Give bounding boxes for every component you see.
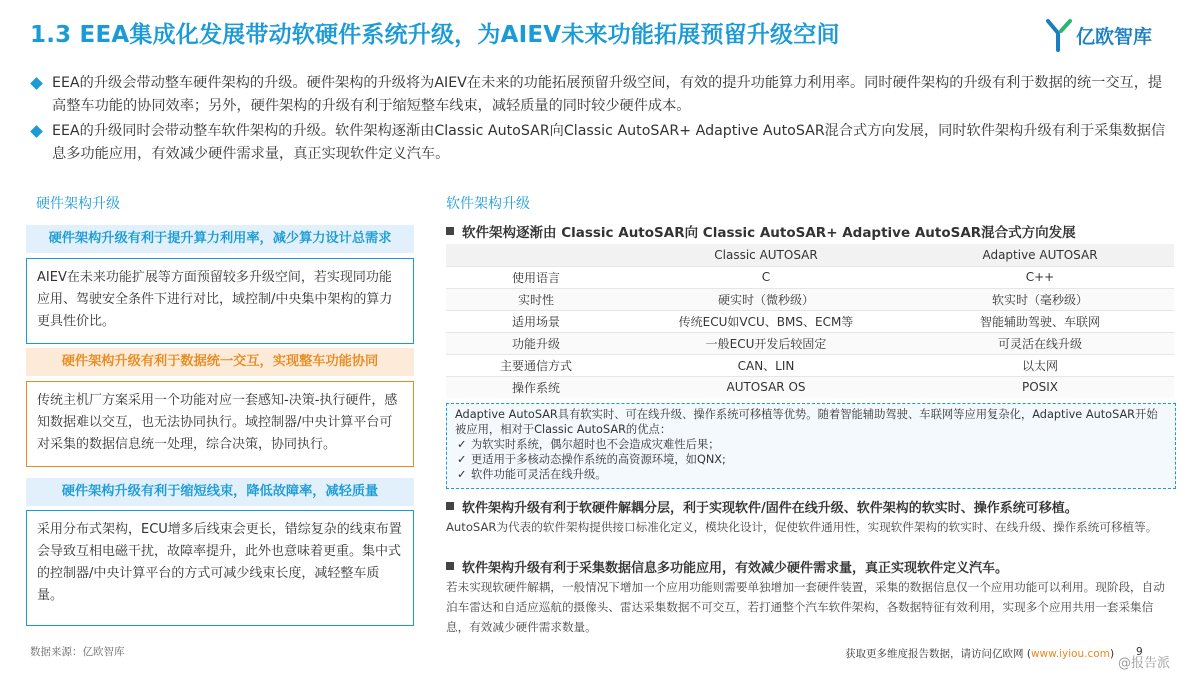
summary-bullet-text: EEA的升级会带动整车硬件架构的升级。硬件架构的升级将为AIEV在未来的功能拓展预留升级空间，有效的提升功能算力利用率。同时硬件架构的升级有利于数据的统一交互，提高整车功能的协同效率；另外，硬件架构的升级有利于缩短整车线束，减轻质量的同时较少硬件成本。	[52, 75, 1163, 114]
table-cell: 可灵活在线升级	[906, 332, 1174, 354]
table-cell: C++	[906, 266, 1174, 288]
hardware-body-harness: 采用分布式架构，ECU增多后线束会更长，错综复杂的线束布置会导致互相电磁干扰，故障率提升，此外也意味着更重。集中式的控制器/中央计算平台的方式可减少线束长度，减轻整车质量。	[26, 510, 414, 626]
table-header-cell	[446, 244, 626, 266]
table-cell: 操作系统	[446, 376, 626, 398]
checkmark-icon: ✓	[457, 438, 467, 451]
hardware-section-label: 硬件架构升级	[36, 196, 120, 212]
table-row	[446, 354, 1174, 376]
table-row	[446, 288, 1174, 310]
checkmark-icon: ✓	[457, 453, 467, 466]
table-cell: 使用语言	[446, 266, 626, 288]
adaptive-note-item: 更适用于多核动态操作系统的高资源环境，如QNX;	[471, 453, 726, 466]
table-cell: 主要通信方式	[446, 354, 626, 376]
software-point-heading-text: 软件架构升级有利于采集数据信息多功能应用，有效减少硬件需求量，真正实现软件定义汽车。	[462, 561, 1009, 576]
list-item	[455, 437, 1167, 452]
table-cell: 以太网	[906, 354, 1174, 376]
autosar-comparison-table	[446, 244, 1174, 398]
software-point-body-data-reuse: 若未实现软硬件解耦，一般情况下增加一个应用功能则需要单独增加一套硬件装置，采集的数据信息仅一个应用功能可以利用。现阶段，自动泊车雷达和自适应巡航的摄像头、雷达采集数据不可交互，若打通整个汽车软件架构，各数据特征有效利用，实现多个应用共用一套采集信息，有效减少硬件需求数量。	[446, 580, 1165, 634]
table-cell: 适用场景	[446, 310, 626, 332]
table-cell: 硬实时（微秒级）	[626, 288, 906, 310]
summary-bullet-text: EEA的升级同时会带动整车软件架构的升级。软件架构逐渐由Classic AutoSAR向Classic AutoSAR+ Adaptive AutoSAR混合式方向发展，同时软件架构升级有利于采集数据信息多功能应用，有效减少硬件需求量，真正实现软件定义汽车。	[52, 123, 1166, 162]
footer-link[interactable]: www.iyiou.com	[1030, 648, 1110, 660]
summary-bullet	[30, 72, 1175, 118]
hardware-heading-data: 硬件架构升级有利于数据统一交互，实现整车功能协同	[26, 348, 414, 376]
logo	[1046, 18, 1186, 54]
table-cell: POSIX	[906, 376, 1174, 398]
diamond-bullet-icon	[30, 125, 43, 138]
adaptive-autosar-note	[446, 403, 1176, 489]
page-number: 9	[1136, 646, 1143, 658]
summary-bullet	[30, 120, 1175, 166]
checkmark-icon: ✓	[457, 468, 467, 481]
summary-bullets	[30, 72, 1175, 168]
logo-mark-icon	[1046, 18, 1074, 52]
adaptive-note-item: 为软实时系统，偶尔超时也不会造成灾难性后果；	[471, 438, 720, 451]
list-item	[455, 467, 1167, 482]
table-cell: 智能辅助驾驶、车联网	[906, 310, 1174, 332]
data-source: 数据来源：亿欧智库	[30, 646, 125, 658]
software-point-heading-data-reuse	[446, 557, 1008, 576]
table-cell: 传统ECU如VCU、BMS、ECM等	[626, 310, 906, 332]
adaptive-note-intro: Adaptive AutoSAR具有软实时、可在线升级、操作系统可移植等优势。随着智能辅助驾驶、车联网等应用复杂化，Adaptive AutoSAR开始被应用，相对于Classic AutoSAR的优点：	[455, 408, 1158, 436]
table-row	[446, 310, 1174, 332]
logo-text: 亿欧智库	[1076, 26, 1153, 48]
page-title: 1.3 EEA集成化发展带动软硬件系统升级，为AIEV未来功能拓展预留升级空间	[30, 22, 840, 48]
adaptive-note-item: 软件功能可灵活在线升级。	[471, 468, 607, 481]
table-cell: CAN、LIN	[626, 354, 906, 376]
table-header-cell: Classic AUTOSAR	[626, 244, 906, 266]
square-bullet-icon	[446, 562, 454, 570]
table-row	[446, 332, 1174, 354]
list-item	[455, 452, 1167, 467]
table-cell: 功能升级	[446, 332, 626, 354]
software-section-label: 软件架构升级	[446, 196, 530, 212]
table-cell: 实时性	[446, 288, 626, 310]
hardware-heading-compute: 硬件架构升级有利于提升算力利用率，减少算力设计总需求	[26, 225, 414, 253]
hardware-heading-harness: 硬件架构升级有利于缩短线束，降低故障率，减轻质量	[26, 478, 414, 506]
square-bullet-icon	[446, 502, 454, 510]
software-table-heading	[446, 221, 1076, 241]
source-badge: @报告派	[1118, 656, 1171, 671]
hardware-body-compute: AIEV在未来功能扩展等方面预留较多升级空间，若实现同功能应用、驾驶安全条件下进行对比，域控制/中央集中架构的算力更具性价比。	[26, 258, 414, 344]
software-table-heading-text: 软件架构逐渐由 Classic AutoSAR向 Classic AutoSAR+ Adaptive AutoSAR混合式方向发展	[462, 225, 1076, 241]
table-row	[446, 266, 1174, 288]
footer-close-paren: )	[1109, 648, 1115, 660]
square-bullet-icon	[446, 227, 454, 235]
software-point-heading-text: 软件架构升级有利于软硬件解耦分层，利于实现软件/固件在线升级、软件架构的软实时、操作系统可移植。	[462, 501, 1078, 516]
footer-more-text: 获取更多维度报告数据，请访问亿欧网 (	[845, 648, 1031, 660]
table-header-row	[446, 244, 1174, 266]
software-point-heading-decoupling	[446, 497, 1078, 516]
table-cell: 软实时（毫秒级）	[906, 288, 1174, 310]
table-cell: AUTOSAR OS	[626, 376, 906, 398]
hardware-body-data: 传统主机厂方案采用一个功能对应一套感知-决策-执行硬件，感知数据难以交互，也无法协同执行。域控制器/中央计算平台可对采集的数据信息统一处理，综合决策，协同执行。	[26, 381, 414, 467]
table-row	[446, 376, 1174, 398]
table-cell: C	[626, 266, 906, 288]
diamond-bullet-icon	[30, 77, 43, 90]
footer-more-info	[845, 646, 1114, 661]
table-header-cell: Adaptive AUTOSAR	[906, 244, 1174, 266]
table-cell: 一般ECU开发后较固定	[626, 332, 906, 354]
software-point-body-decoupling: AutoSAR为代表的软件架构提供接口标准化定义，模块化设计，促使软件通用性，实现软件架构的软实时、在线升级、操作系统可移植等。	[446, 520, 1158, 534]
